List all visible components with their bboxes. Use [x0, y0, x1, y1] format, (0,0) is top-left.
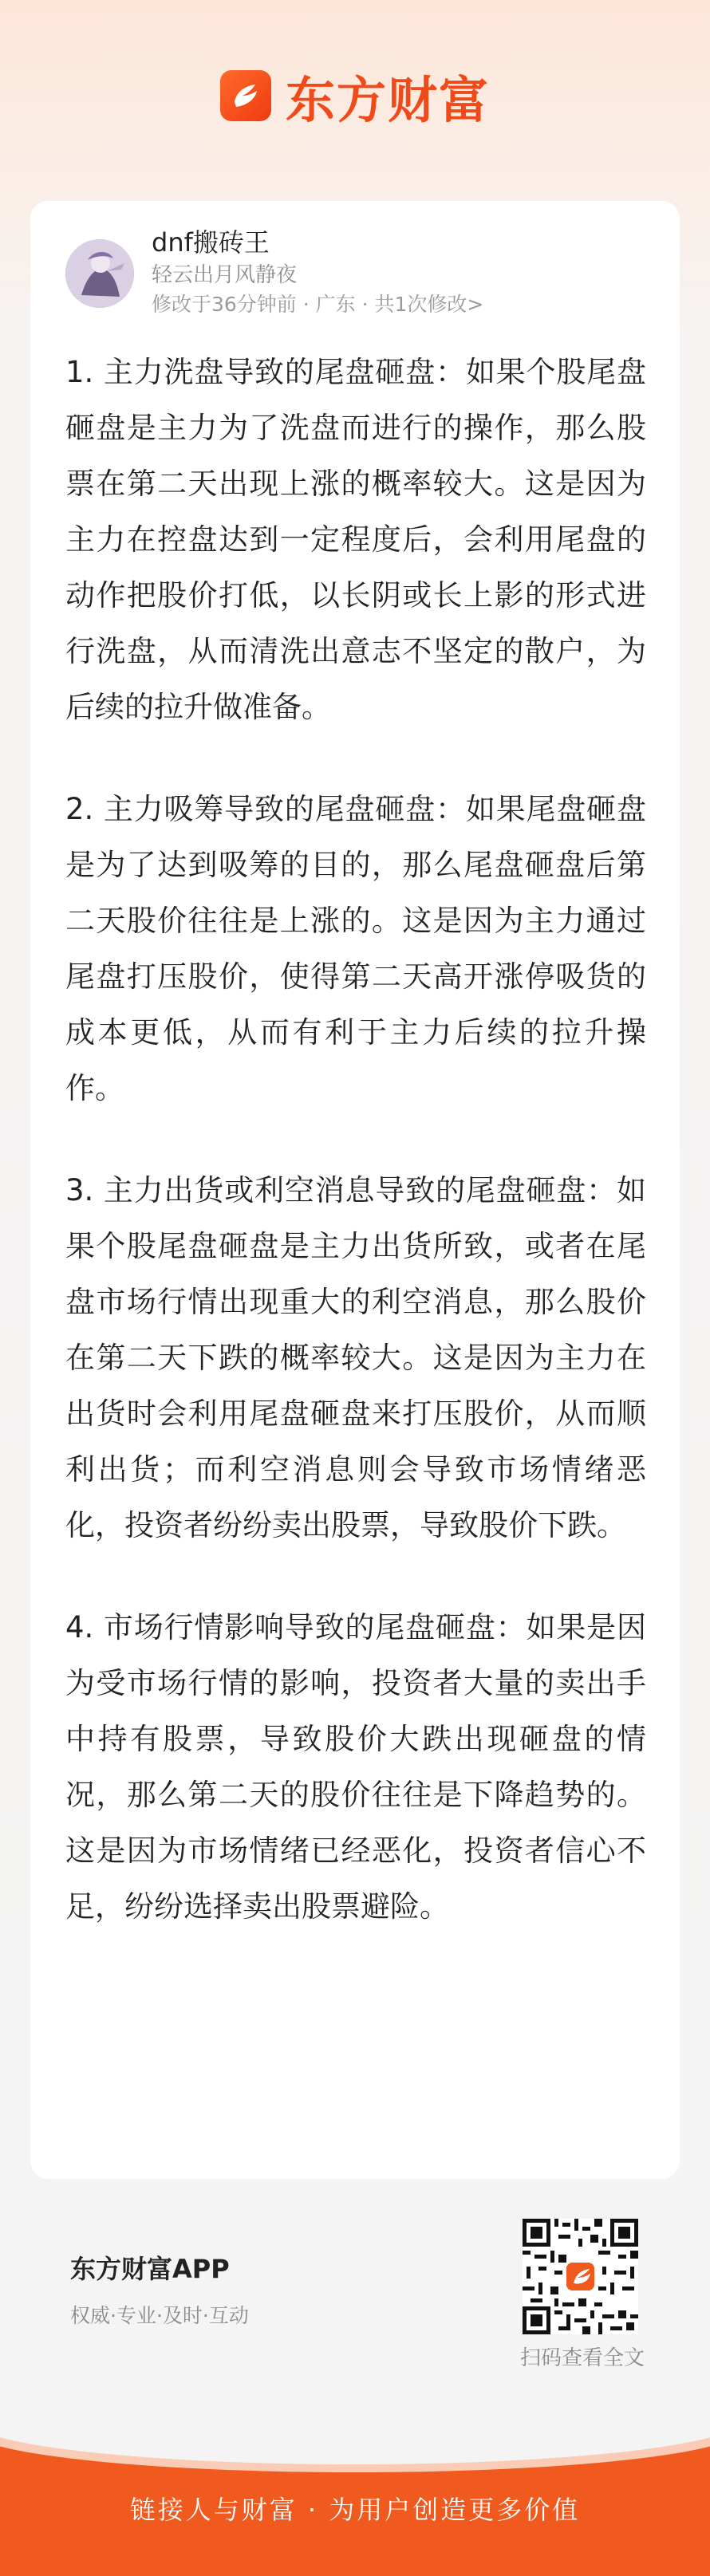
brand-header: [0, 0, 710, 199]
bottom-banner: [0, 2424, 710, 2576]
brand-name: 东方财富: [285, 70, 490, 129]
author-name[interactable]: dnf搬砖王: [152, 227, 270, 258]
avatar[interactable]: [65, 239, 134, 308]
paragraph: 4. 市场行情影响导致的尾盘砸盘：如果是因为受市场行情的影响，投资者大量的卖出手中持有股票，导致股价大跌出现砸盘的情况，那么第二天的股价往往是下降趋势的。这是因为市场情绪已经恶化，投资者信心不足，纷纷选择卖出股票避险。: [65, 1610, 646, 1924]
paragraph: 3. 主力出货或利空消息导致的尾盘砸盘：如果个股尾盘砸盘是主力出货所致，或者在尾盘市场行情出现重大的利空消息，那么股价在第二天下跌的概率较大。这是因为主力在出货时会利用尾盘砸盘来打压股价，从而顺利出货；而利空消息则会导致市场情绪恶化，投资者纷纷卖出股票，导致股价下跌。: [65, 1173, 646, 1542]
post-card: [30, 201, 680, 2179]
post-content: [65, 345, 646, 1981]
paragraph: 2. 主力吸筹导致的尾盘砸盘：如果尾盘砸盘是为了达到吸筹的目的，那么尾盘砸盘后第二天股价往往是上涨的。这是因为主力通过尾盘打压股价，使得第二天高开涨停吸货的成本更低，从而有利于主力后续的拉升操作。: [65, 792, 646, 1105]
qr-code[interactable]: [523, 2219, 638, 2334]
author-subtitle: 轻云出月风静夜: [152, 263, 298, 287]
author-block[interactable]: [65, 225, 483, 319]
author-info: [152, 225, 483, 319]
post-meta[interactable]: 修改于36分钟前 · 广东 · 共1次修改>: [152, 293, 484, 316]
brand-tagline: 链接人与财富 · 为用户创造更多价值: [129, 2495, 581, 2525]
app-promo: [70, 2251, 249, 2329]
app-name: 东方财富APP: [70, 2254, 230, 2284]
brand-logo: [220, 61, 490, 132]
qr-caption: 扫码查看全文: [519, 2346, 645, 2370]
app-slogan: 权威·专业·及时·互动: [70, 2304, 249, 2327]
eastmoney-logo-icon: [220, 70, 271, 121]
paragraph: 1. 主力洗盘导致的尾盘砸盘：如果个股尾盘砸盘是主力为了洗盘而进行的操作，那么股票在第二天出现上涨的概率较大。这是因为主力在控盘达到一定程度后，会利用尾盘的动作把股价打低，以长阴或长上影的形式进行洗盘，从而清洗出意志不坚定的散户，为后续的拉升做准备。: [65, 355, 646, 724]
